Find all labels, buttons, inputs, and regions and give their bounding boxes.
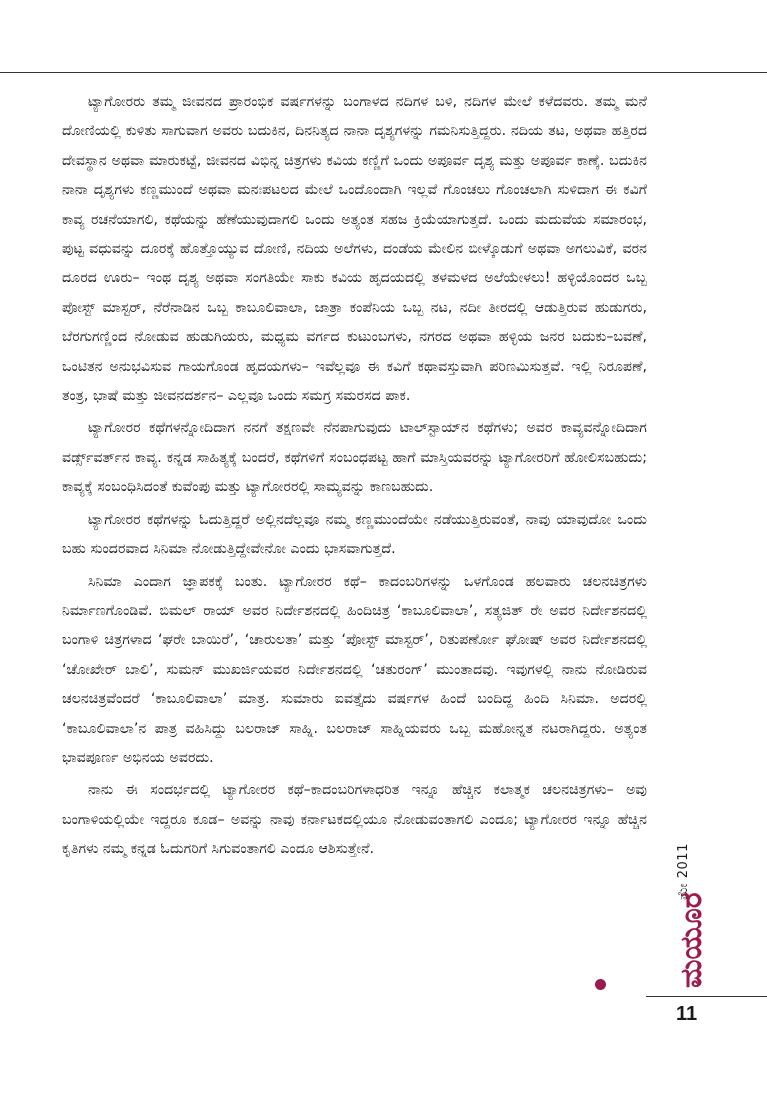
top-rule xyxy=(0,72,767,73)
paragraph-3: ಟ್ಯಾಗೋರರ ಕಥೆಗಳನ್ನು ಓದುತ್ತಿದ್ದರೆ ಅಲ್ಲಿನದೆಲ್ಲವೂ ನಮ್ಮ ಕಣ್ಣಮುಂದೆಯೇ ನಡೆಯುತ್ತಿರುವಂತೆ, ನಾವು ಯಾವುದೋ ಒಂದು ಬಹು ಸುಂದರವಾದ ಸಿನಿಮಾ ನೋಡುತ್ತಿದ್ದೇವೇನೋ ಎಂದು ಭಾಸವಾಗುತ್ತದೆ. xyxy=(62,511,647,558)
page-rule xyxy=(646,996,767,997)
paragraph-5: ನಾನು ಈ ಸಂದರ್ಭದಲ್ಲಿ ಟ್ಯಾಗೋರರ ಕಥೆ–ಕಾದಂಬರಿಗಳಾಧರಿತ ಇನ್ನೂ ಹೆಚ್ಚಿನ ಕಲಾತ್ಮಕ ಚಲನಚಿತ್ರಗಳು– ಅವು ಬಂಗಾಳಿಯಲ್ಲಿಯೇ ಇದ್ದರೂ ಕೂಡ– ಅವನ್ನು ನಾವು ಕರ್ನಾಟಕದಲ್ಲಿಯೂ ನೋಡುವಂತಾಗಲಿ ಎಂದೂ; ಟ್ಯಾಗೋರರ ಇನ್ನೂ ಹೆಚ್ಚಿನ ಕೃತಿಗಳು ನಮ್ಮ ಕನ್ನಡ ಓದುಗರಿಗೆ ಸಿಗುವಂತಾಗಲಿ ಎಂದೂ ಆಶಿಸುತ್ತೇನೆ. xyxy=(62,782,647,858)
article-body xyxy=(62,88,647,868)
end-bullet-icon xyxy=(595,979,606,990)
paragraph-4: ಸಿನಿಮಾ ಎಂದಾಗ ಜ್ಞಾಪಕಕ್ಕೆ ಬಂತು. ಟ್ಯಾಗೋರರ ಕಥೆ– ಕಾದಂಬರಿಗಳನ್ನು ಒಳಗೊಂಡ ಹಲವಾರು ಚಲನಚಿತ್ರಗಳು ನಿರ್ಮಾಣಗೊಂಡಿವೆ. ಬಿಮಲ್ ರಾಯ್ ಅವರ ನಿರ್ದೇಶನದಲ್ಲಿ ಹಿಂದಿಚಿತ್ರ ‘ಕಾಬೂಲಿವಾಲಾ’, ಸತ್ಯಜಿತ್ ರೇ ಅವರ ನಿರ್ದೇಶನದಲ್ಲಿ ಬಂಗಾಳಿ ಚಿತ್ರಗಳಾದ ‘ಘರೇ ಬಾಯಿರೆ’, ‘ಚಾರುಲತಾ’ ಮತ್ತು ‘ಪೋಸ್ಟ್ ಮಾಸ್ಟರ್’, ರಿತುಪರ್ಣೋ ಘೋಷ್ ಅವರ ನಿರ್ದೇಶನದಲ್ಲಿ ‘ಚೋಖೇರ್ ಬಾಲಿ’, ಸುಮನ್ ಮುಖರ್ಜಿಯವರ ನಿರ್ದೇಶನದಲ್ಲಿ ‘ಚತುರಂಗ್’ ಮುಂತಾದವು. ಇವುಗಳಲ್ಲಿ ನಾನು ನೋಡಿರುವ ಚಲನಚಿತ್ರವೆಂದರೆ ‘ಕಾಬೂಲಿವಾಲಾ’ ಮಾತ್ರ. ಸುಮಾರು ಐವತ್ತೈದು ವರ್ಷಗಳ ಹಿಂದೆ ಬಂದಿದ್ದ ಹಿಂದಿ ಸಿನಿಮಾ. ಅದರಲ್ಲಿ ‘ಕಾಬೂಲಿವಾಲಾ’ನ ಪಾತ್ರ ವಹಿಸಿದ್ದು ಬಲರಾಜ್ ಸಾಹ್ನಿ. ಬಲರಾಜ್ ಸಾಹ್ನಿಯವರು ಒಬ್ಬ ಮಹೋನ್ನತ ನಟರಾಗಿದ್ದರು. ಅತ್ಯಂತ ಭಾವಪೂರ್ಣ ಅಭಿನಯ ಅವರದು. xyxy=(62,573,647,766)
paragraph-1: ಟ್ಯಾಗೋರರು ತಮ್ಮ ಜೀವನದ ಪ್ರಾರಂಭಿಕ ವರ್ಷಗಳನ್ನು ಬಂಗಾಳದ ನದಿಗಳ ಬಳಿ, ನದಿಗಳ ಮೇಲೆ ಕಳೆದವರು. ತಮ್ಮ ಮನೆ ದೋಣಿಯಲ್ಲಿ ಕುಳಿತು ಸಾಗುವಾಗ ಅವರು ಬದುಕಿನ, ದಿನನಿತ್ಯದ ನಾನಾ ದೃಶ್ಯಗಳನ್ನು ಗಮನಿಸುತ್ತಿದ್ದರು. ನದಿಯ ತಟ, ಅಥವಾ ಹತ್ತಿರದ ದೇವಸ್ಥಾನ ಅಥವಾ ಮಾರುಕಟ್ಟೆ, ಜೀವನದ ವಿಭಿನ್ನ ಚಿತ್ರಗಳು ಕವಿಯ ಕಣ್ಣಿಗೆ ಒಂದು ಅಪೂರ್ವ ದೃಶ್ಯ ಮತ್ತು ಅಪೂರ್ವ ಕಾಣ್ಕೆ. ಬದುಕಿನ ನಾನಾ ದೃಶ್ಯಗಳು ಕಣ್ಣಮುಂದೆ ಅಥವಾ ಮನಃಪಟಲದ ಮೇಲೆ ಒಂದೊಂದಾಗಿ ಇಲ್ಲವೆ ಗೊಂಚಲು ಗೊಂಚಲಾಗಿ ಸುಳಿದಾಗ ಈ ಕವಿಗೆ ಕಾವ್ಯ ರಚನೆಯಾಗಲಿ, ಕಥೆಯನ್ನು ಹೆಣೆಯುವುದಾಗಲಿ ಒಂದು ಅತ್ಯಂತ ಸಹಜ ಕ್ರಿಯೆಯಾಗುತ್ತದೆ. ಒಂದು ಮದುವೆಯ ಸಮಾರಂಭ, ಪುಟ್ಟ ವಧುವನ್ನು ದೂರಕ್ಕೆ ಹೊತ್ತೊಯ್ಯುವ ದೋಣಿ, ನದಿಯ ಅಲೆಗಳು, ದಂಡೆಯ ಮೇಲಿನ ಬೀಳ್ಕೊಡುಗೆ ಅಥವಾ ಅಗಲುವಿಕೆ, ವರನ ದೂರದ ಊರು– ಇಂಥ ದೃಶ್ಯ ಅಥವಾ ಸಂಗತಿಯೇ ಸಾಕು ಕವಿಯ ಹೃದಯದಲ್ಲಿ ತಳಮಳದ ಅಲೆಯೇಳಲು! ಹಳ್ಳಿಯೊಂದರ ಒಬ್ಬ ಪೋಸ್ಟ್ ಮಾಸ್ಟರ್, ನೆರೆನಾಡಿನ ಒಬ್ಬ ಕಾಬೂಲಿವಾಲಾ, ಜಾತ್ರಾ ಕಂಪೆನಿಯ ಒಬ್ಬ ನಟ, ನದೀ ತೀರದಲ್ಲಿ ಆಡುತ್ತಿರುವ ಹುಡುಗರು, ಬೆರಗುಗಣ್ಣಿಂದ ನೋಡುವ ಹುಡುಗಿಯರು, ಮಧ್ಯಮ ವರ್ಗದ ಕುಟುಂಬಗಳು, ನಗರದ ಅಥವಾ ಹಳ್ಳಿಯ ಜನರ ಬದುಕು–ಬವಣೆ, ಒಂಟಿತನ ಅನುಭವಿಸುವ ಗಾಯಗೊಂಡ ಹೃದಯಗಳು– ಇವೆಲ್ಲವೂ ಈ ಕವಿಗೆ ಕಥಾವಸ್ತುವಾಗಿ ಪರಿಣಮಿಸುತ್ತವೆ. ಇಲ್ಲಿ ನಿರೂಪಣೆ, ತಂತ್ರ, ಭಾಷೆ ಮತ್ತು ಜೀವನದರ್ಶನ– ಎಲ್ಲವೂ ಒಂದು ಸಮಗ್ರ ಸಮರಸದ ಪಾಕ. xyxy=(62,94,647,405)
page-number: 11 xyxy=(676,1003,698,1025)
paragraph-2: ಟ್ಯಾಗೋರರ ಕಥೆಗಳನ್ನೋದಿದಾಗ ನನಗೆ ತಕ್ಷಣವೇ ನೆನಪಾಗುವುದು ಟಾಲ್‌ಸ್ಟಾಯ್‌ನ ಕಥೆಗಳು; ಅವರ ಕಾವ್ಯವನ್ನೋದಿದಾಗ ವರ್ಡ್ಸ್‌ವರ್ತ್‌ನ ಕಾವ್ಯ. ಕನ್ನಡ ಸಾಹಿತ್ಯಕ್ಕೆ ಬಂದರೆ, ಕಥೆಗಳಿಗೆ ಸಂಬಂಧಪಟ್ಟ ಹಾಗೆ ಮಾಸ್ತಿಯವರನ್ನು ಟ್ಯಾಗೋರರಿಗೆ ಹೋಲಿಸಬಹುದು; ಕಾವ್ಯಕ್ಕೆ ಸಂಬಂಧಿಸಿದಂತೆ ಕುವೆಂಪು ಮತ್ತು ಟ್ಯಾಗೋರರಲ್ಲಿ ಸಾಮ್ಯವನ್ನು ಕಾಣಬಹುದು. xyxy=(62,420,647,496)
issue-date: ಮೇ 2011 xyxy=(676,843,691,900)
masthead-logo: ಮಯೂರ xyxy=(674,892,709,988)
